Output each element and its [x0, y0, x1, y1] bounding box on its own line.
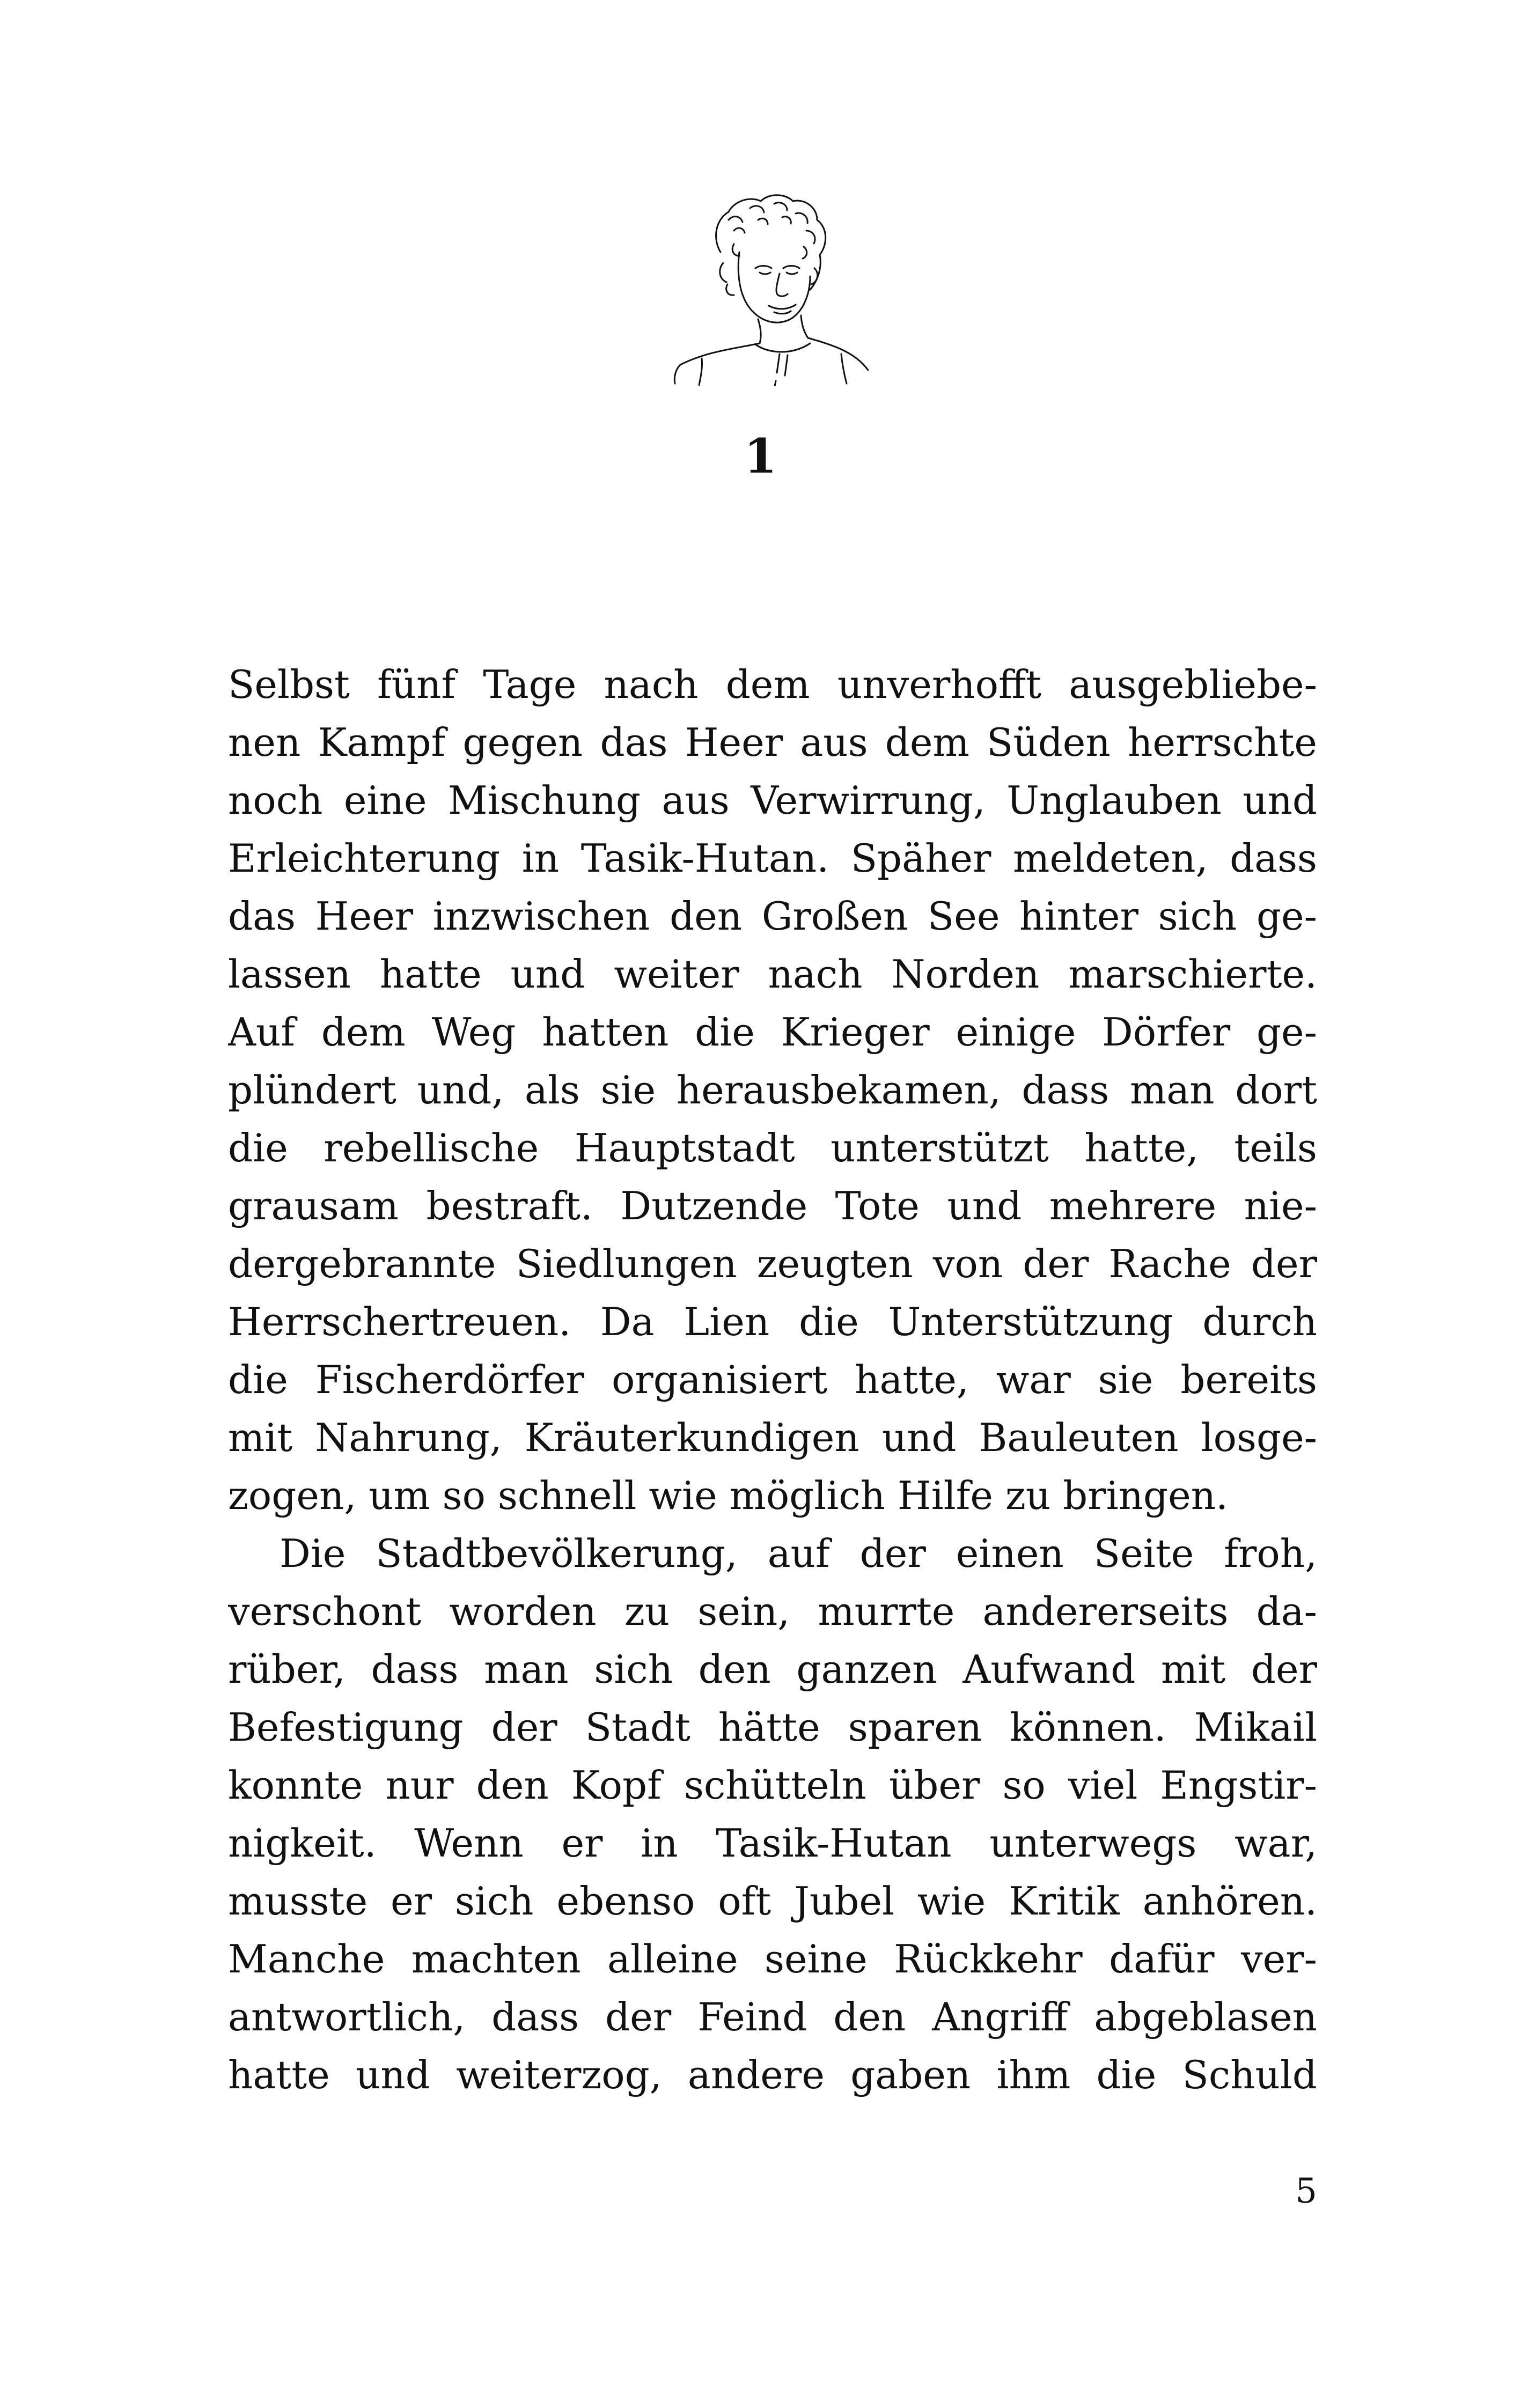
text-line: mit Nahrung, Kräuterkundigen und Bauleuten losge-: [228, 1415, 1317, 1460]
text-line: grausam bestraft. Dutzende Tote und mehrere nie-: [228, 1183, 1317, 1228]
text-line: rüber, dass man sich den ganzen Aufwand mit der: [228, 1647, 1317, 1692]
text-line: dergebrannte Siedlungen zeugten von der Rache der: [228, 1241, 1317, 1286]
text-line: Herrschertreuen. Da Lien die Unterstützung durch: [228, 1299, 1317, 1344]
text-line: die Fischerdörfer organisiert hatte, war sie bereits: [228, 1357, 1317, 1402]
text-line: Selbst fünf Tage nach dem unverhofft ausgebliebe-: [228, 662, 1317, 707]
text-line: Manche machten alleine seine Rückkehr dafür ver-: [228, 1936, 1317, 1982]
text-line: Erleichterung in Tasik-Hutan. Späher meldeten, dass: [228, 836, 1317, 881]
text-line: das Heer inzwischen den Großen See hinter sich ge-: [228, 894, 1317, 939]
text-line: die rebellische Hauptstadt unterstützt hatte, teils: [228, 1125, 1317, 1170]
text-line: verschont worden zu sein, murrte andererseits da-: [228, 1589, 1317, 1634]
page-number: 5: [1295, 2171, 1317, 2211]
text-line: nen Kampf gegen das Heer aus dem Süden herrschte: [228, 720, 1317, 765]
text-line: plündert und, als sie herausbekamen, dass man dort: [228, 1067, 1317, 1113]
chapter-body: [228, 656, 1317, 2104]
text-line: zogen, um so schnell wie möglich Hilfe zu bringen.: [228, 1473, 1228, 1518]
text-line: hatte und weiterzog, andere gaben ihm die Schuld: [228, 2052, 1317, 2097]
text-line: noch eine Mischung aus Verwirrung, Unglauben und: [228, 778, 1317, 823]
text-line: antwortlich, dass der Feind den Angriff abgeblasen: [228, 1994, 1317, 2039]
text-line: Befestigung der Stadt hätte sparen können. Mikail: [228, 1705, 1317, 1750]
chapter-number: 1: [744, 428, 777, 484]
portrait-illustration: [670, 188, 873, 386]
text-line: Auf dem Weg hatten die Krieger einige Dörfer ge-: [228, 1010, 1317, 1055]
paragraph-2: [228, 1525, 1317, 2104]
text-line: musste er sich ebenso oft Jubel wie Kritik anhören.: [228, 1879, 1317, 1924]
text-line: lassen hatte und weiter nach Norden marschierte.: [228, 952, 1317, 997]
text-line: Die Stadtbevölkerung, auf der einen Seite froh,: [280, 1531, 1317, 1576]
paragraph-1: [228, 656, 1317, 1525]
text-line: konnte nur den Kopf schütteln über so viel Engstir-: [228, 1763, 1317, 1808]
text-line: nigkeit. Wenn er in Tasik-Hutan unterwegs war,: [228, 1821, 1317, 1866]
